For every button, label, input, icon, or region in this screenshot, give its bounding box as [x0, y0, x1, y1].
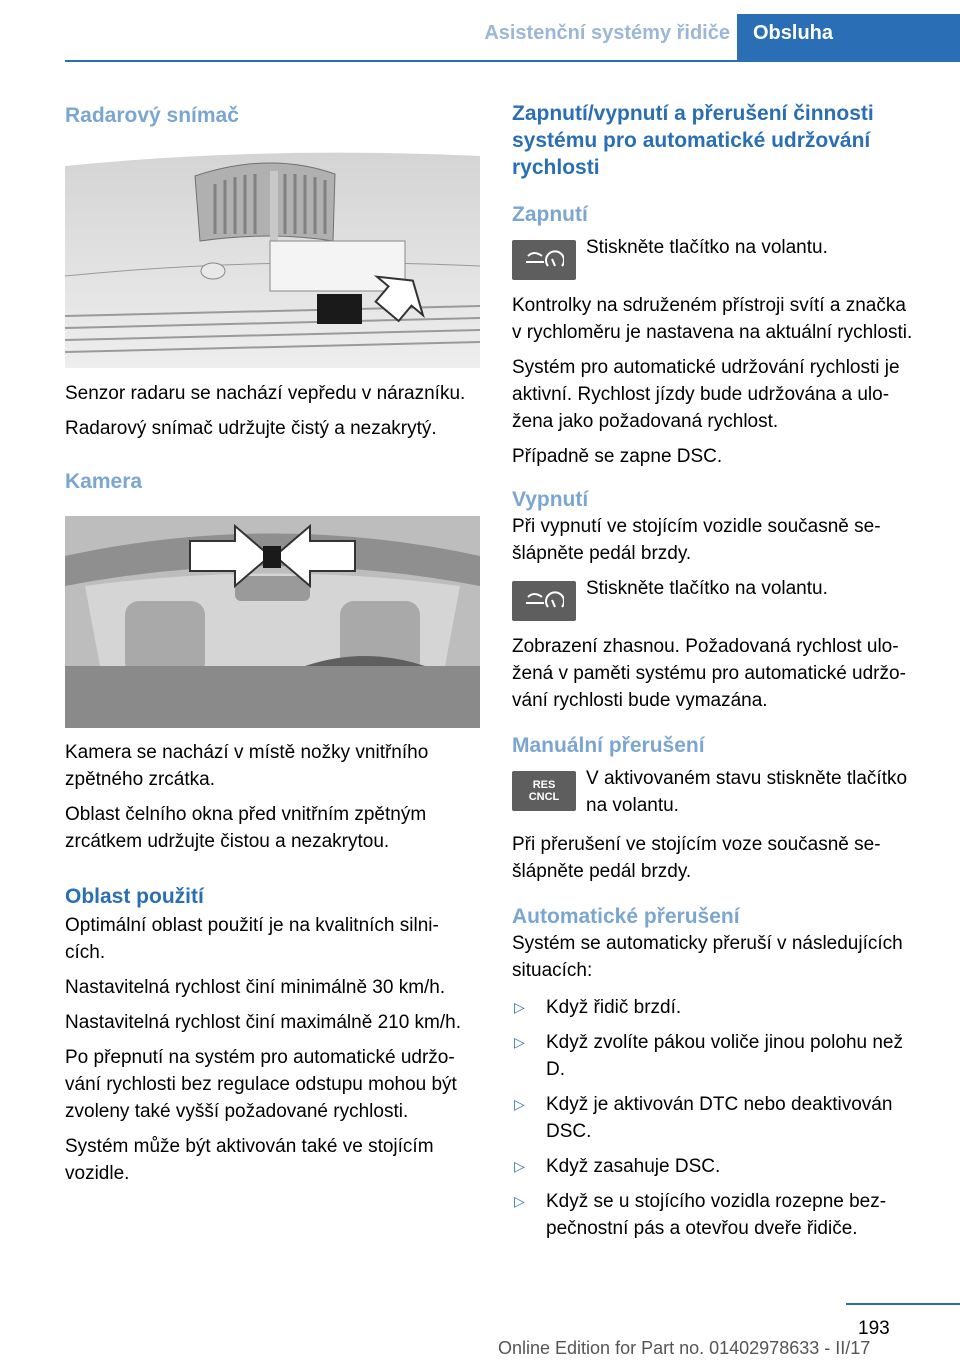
list-item: ▷ Když se u stojícího vozidla rozepne bez‐ pečnostní pás a otevřou dveře řidiče. [512, 1188, 928, 1242]
auto-interrupt-list [512, 994, 928, 1242]
triangle-bullet-icon: ▷ [514, 1096, 525, 1112]
cruise-control-icon [512, 581, 576, 621]
camera-text-2: Oblast čelního okna před vnitřním zpětným zrcátkem udržujte čistou a nezakrytou. [65, 804, 427, 852]
header-section-title: Asistenční systémy řidiče [484, 22, 730, 44]
camera-image [65, 516, 480, 728]
main-heading: Zapnutí/vypnutí a přerušení činnosti systému pro automatické udržování rychlosti [512, 102, 874, 179]
use-text-5: Systém může být aktivován také ve stojícím vozidle. [65, 1136, 434, 1184]
on-button-row [512, 238, 928, 280]
triangle-bullet-icon: ▷ [514, 1034, 525, 1050]
list-item: ▷ Když zasahuje DSC. [512, 1153, 928, 1180]
on-heading: Zapnutí [512, 203, 588, 226]
off-heading: Vypnutí [512, 488, 589, 511]
radar-text-1: Senzor radaru se nachází vepředu v nárazníku. [65, 383, 466, 404]
res-cncl-icon: RES CNCL [512, 771, 576, 811]
manual-button-row [512, 769, 928, 819]
on-text-2: Systém pro automatické udržování rychlosti je aktivní. Rychlost jízdy bude udržována a ulo‐ žena jako požadovaná rychlost. [512, 357, 900, 432]
camera-heading: Kamera [65, 470, 143, 493]
use-text-2: Nastavitelná rychlost činí minimálně 30 km/h. [65, 977, 446, 998]
on-text-3: Případně se zapne DSC. [512, 446, 723, 467]
list-item: ▷ Když je aktivován DTC nebo deaktivován DSC. [512, 1091, 928, 1145]
manual-interrupt-heading: Manuální přerušení [512, 734, 705, 757]
use-area-heading: Oblast použití [65, 885, 204, 908]
use-text-4: Po přepnutí na systém pro automatické udržo‐ vání rychlosti bez regulace odstupu mohou být zvoleny také vyšší požadované rychlosti. [65, 1047, 457, 1122]
footer-edition: Online Edition for Part no. 01402978633 - II/17 [498, 1338, 871, 1358]
auto-text-1: Systém se automaticky přeruší v následujících situacích: [512, 933, 903, 981]
radar-text-2: Radarový snímač udržujte čistý a nezakrytý. [65, 418, 437, 439]
manual-button-text: V aktivovaném stavu stiskněte tlačítko na volantu. [586, 768, 908, 816]
on-text-1: Kontrolky na sdruženém přístroji svítí a značka v rychloměru je nastavena na aktuální rychlosti. [512, 295, 913, 343]
list-item: ▷ Když řidič brzdí. [512, 994, 928, 1021]
auto-interrupt-heading: Automatické přerušení [512, 905, 740, 928]
camera-text-1: Kamera se nachází v místě nožky vnitřního zpětného zrcátka. [65, 742, 429, 790]
radar-heading: Radarový snímač [65, 104, 239, 127]
triangle-bullet-icon: ▷ [514, 1193, 525, 1209]
right-column [512, 100, 928, 1242]
left-column [65, 100, 480, 1187]
on-button-text: Stiskněte tlačítko na volantu. [586, 237, 828, 258]
off-text-1: Při vypnutí ve stojícím vozidle současně se‐ šlápněte pedál brzdy. [512, 516, 881, 564]
page-number: 193 [858, 1318, 890, 1339]
cruise-control-icon [512, 240, 576, 280]
use-text-3: Nastavitelná rychlost činí maximálně 210 km/h. [65, 1012, 461, 1033]
off-button-text: Stiskněte tlačítko na volantu. [586, 578, 828, 599]
header-tab-obsluha: Obsluha [737, 14, 960, 62]
header-rule [65, 60, 960, 62]
manual-text-1: Při přerušení ve stojícím voze současně se‐ šlápněte pedál brzdy. [512, 834, 881, 882]
list-item: ▷ Když zvolíte pákou voliče jinou polohu než D. [512, 1029, 928, 1083]
footer-rule [846, 1303, 960, 1305]
off-text-2: Zobrazení zhasnou. Požadovaná rychlost ulo‐ žená v paměti systému pro automatické udržo‐ vání rychlosti bude vymazána. [512, 636, 906, 711]
triangle-bullet-icon: ▷ [514, 999, 525, 1015]
radar-sensor-image [65, 146, 480, 368]
triangle-bullet-icon: ▷ [514, 1158, 525, 1174]
off-button-row [512, 579, 928, 621]
use-text-1: Optimální oblast použití je na kvalitních silni‐ cích. [65, 915, 439, 963]
